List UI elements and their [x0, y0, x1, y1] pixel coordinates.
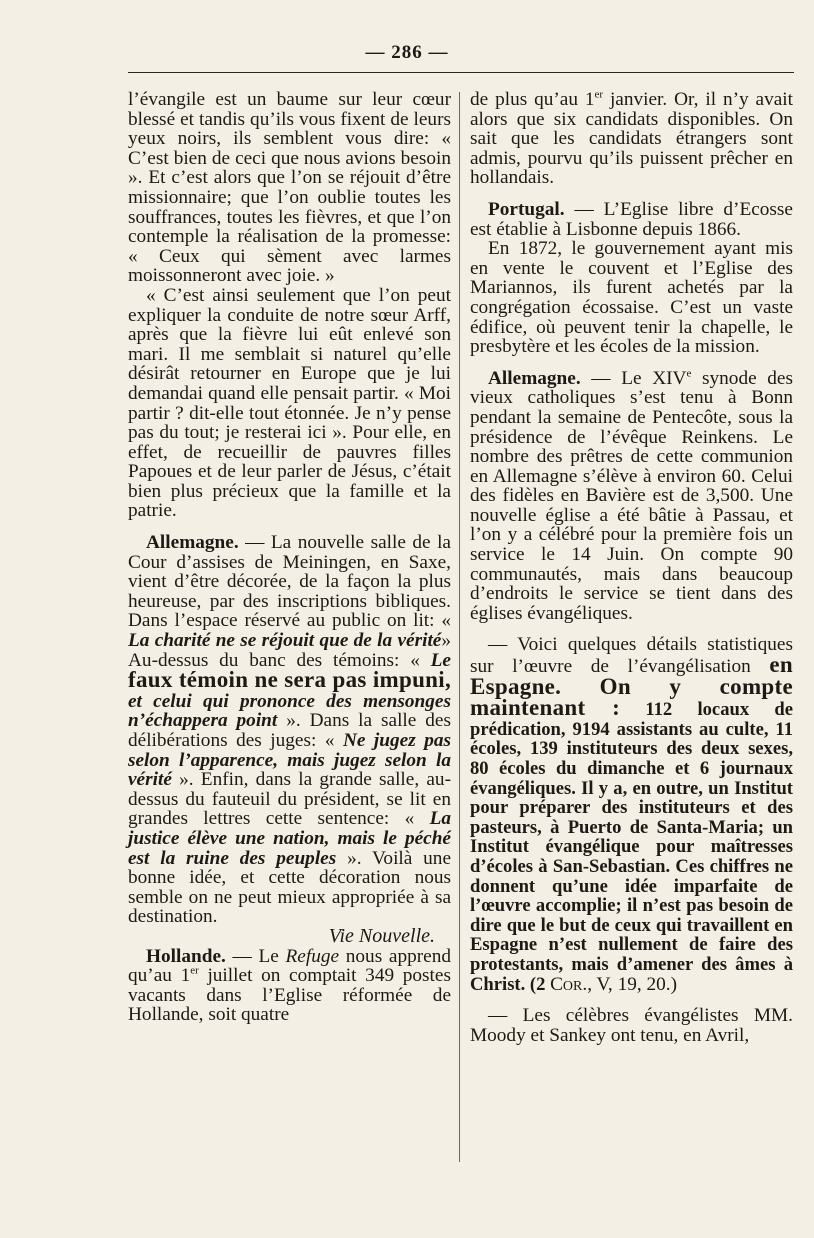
section-heading-allemagne-2: Allemagne. — [488, 367, 581, 389]
column-divider — [459, 92, 460, 1162]
text-run: janvier. Or, il n’y avait alors que six candidats disponibles. On sait que les candidats étrangers sont admis, pourvu qu’ils puissent prêcher en hollandais. — [470, 89, 794, 189]
left-column — [128, 90, 451, 1025]
text-run: synode des vieux catholiques s’est tenu à Bonn pendant la semaine de Pentecôte, sous la présidence de l’évêque Reinkens. Le nombre des prêtres de cette communion en Allemagne s’élève à environ 60. Celui des fidèles en Bavière est de 3,500. Une nouvelle église a été bâtie à Passau, et l’on y a célébré pour la première fois un service le 14 Juin. On compte 90 communautés, mais dans beaucoup d’endroits le service se tient dans des églises évangéliques. — [470, 367, 793, 624]
source-signature: Vie Nouvelle. — [328, 924, 435, 947]
superscript: er — [190, 964, 199, 977]
paragraph-hollande-cont — [470, 90, 793, 188]
inscription-charite: La charité ne se réjouit que de la vérité — [128, 630, 442, 652]
text-run: 112 locaux de prédication, 9194 assistants au culte, 11 écoles, 139 instituteurs des deux sexes, 80 écoles du dimanche et 6 journaux évangéliques. Il y a, en outre, un Institut pour préparer des instituteurs et des pasteurs, à Puerto de Santa-Maria; un Institut évangélique pour maîtresses d’écoles à San-Sebastian. Ces chiffres ne donnent qu’une idée imparfaite de l’œuvre accomplie; il n’est pas besoin de dire que le but de ceux qui travaillent en Espagne n’est nullement de faire des protestants, mais d’amener des âmes à Christ. (2 — [470, 699, 793, 995]
section-heading-hollande: Hollande. — [146, 945, 226, 967]
text-run: nous apprend qu’au 1 — [128, 945, 451, 987]
text-run: , V, 19, 20.) — [587, 973, 678, 995]
inscription-mensonges: et celui qui prononce des mensonges n’échappera point — [128, 690, 451, 732]
superscript: e — [686, 367, 692, 380]
section-heading-allemagne: Allemagne. — [146, 532, 239, 554]
inscription-faux-temoin-start: Le — [430, 649, 451, 671]
text-run: — Le — [225, 945, 286, 967]
inscription-justice: La justice élève une nation, mais le péché est la ruine des peuples — [128, 808, 451, 869]
text-run: — La nouvelle salle de la Cour d’assises de Meiningen, en Saxe, vient d’être décorée, de la façon la plus heureuse, par des inscriptions bibliques. Dans l’espace réservé au public on lit: « — [128, 532, 451, 632]
paragraph-portugal-1872: En 1872, le gouvernement ayant mis en vente le couvent et l’Eglise des Mariannos, ils furent achetés par la congrégation écossaise. C’est un vaste édifice, où peuvent tenir la chapelle, le presbytère et les écoles de la mission. — [470, 238, 793, 358]
inscription-faux-temoin: faux témoin ne sera pas impuni, — [128, 667, 451, 693]
section-heading-portugal: Portugal. — [488, 198, 565, 220]
superscript: er — [594, 88, 604, 101]
bible-reference: Cor. — [550, 973, 588, 995]
paragraph-sister-arff: « C’est ainsi seulement que l’on peut expliquer la conduite de notre sœur Arff, après que la fièvre lui eût enlevé son mari. Il me semblait si naturel qu’elle désirât retourner en Europe que je lui demandai quand elle pensait partir. « Moi partir ? dit-elle tout étonnée. Je n’y pense pas du tout; je resterai ici ». Pour elle, en effet, de recueillir de pauvres filles Papoues et de leur parler de Jésus, c’était bien plus précieux que la famille et la patrie. — [128, 284, 451, 522]
page-number: — 286 — — [365, 42, 449, 63]
espagne-emphasis: en Espagne. On y compte maintenant : — [470, 652, 793, 721]
text-run: — Voici quelques détails statistiques sur l’œuvre de l’évangélisation — [470, 634, 793, 678]
right-column — [470, 90, 793, 1045]
paragraph-moody-sankey: — Les célèbres évangélistes MM. Moody et Sankey ont tenu, en Avril, — [470, 1005, 793, 1046]
text-run: ». Voilà une bonne idée, et cette décoration nous semble on ne peut mieux appropriée à sa destination. — [128, 847, 452, 928]
paragraph-allemagne-meiningen — [128, 533, 451, 927]
paragraph-hollande — [128, 947, 451, 1025]
paragraph-gospel-balm: l’évangile est un baume sur leur cœur blessé et tandis qu’ils vous fixent de leurs yeux noirs, ils semblent vous dire: « C’est bien de ceci que nous avions besoin ». Et c’est alors que l’on se réjouit d’être missionnaire; que l’on oublie toutes les souffrances, toutes les fièvres, et que l’on contemple la réalisation de la promesse: « Ceux qui sèment avec larmes moissonneront avec joie. » — [128, 89, 451, 287]
text-run: — Le XIV — [580, 367, 687, 389]
text-run: » Au-dessus du banc des témoins: « — [128, 630, 451, 671]
header-rule — [128, 72, 794, 73]
text-run: ». Dans la salle des délibérations des juges: « — [128, 710, 451, 751]
text-run: de plus qu’au 1 — [470, 89, 595, 110]
journal-title-refuge: Refuge — [285, 945, 340, 967]
paragraph-espagne — [470, 635, 793, 994]
text-run: juillet on comptait 349 postes vacants dans l’Eglise réformée de Hollande, soit quatre — [128, 965, 451, 1026]
text-run: ». Enfin, dans la grande salle, au-dessus du fauteuil du président, se lit en grandes lettres cette sentence: « — [128, 769, 451, 830]
text-run: — L’Eglise libre d’Ecosse est établie à Lisbonne depuis 1866. — [470, 198, 793, 240]
paragraph-portugal — [470, 200, 793, 239]
paragraph-allemagne-synode — [470, 369, 793, 624]
inscription-ne-jugez-pas: Ne jugez pas selon l’apparence, mais jugez selon la vérité — [128, 730, 451, 791]
